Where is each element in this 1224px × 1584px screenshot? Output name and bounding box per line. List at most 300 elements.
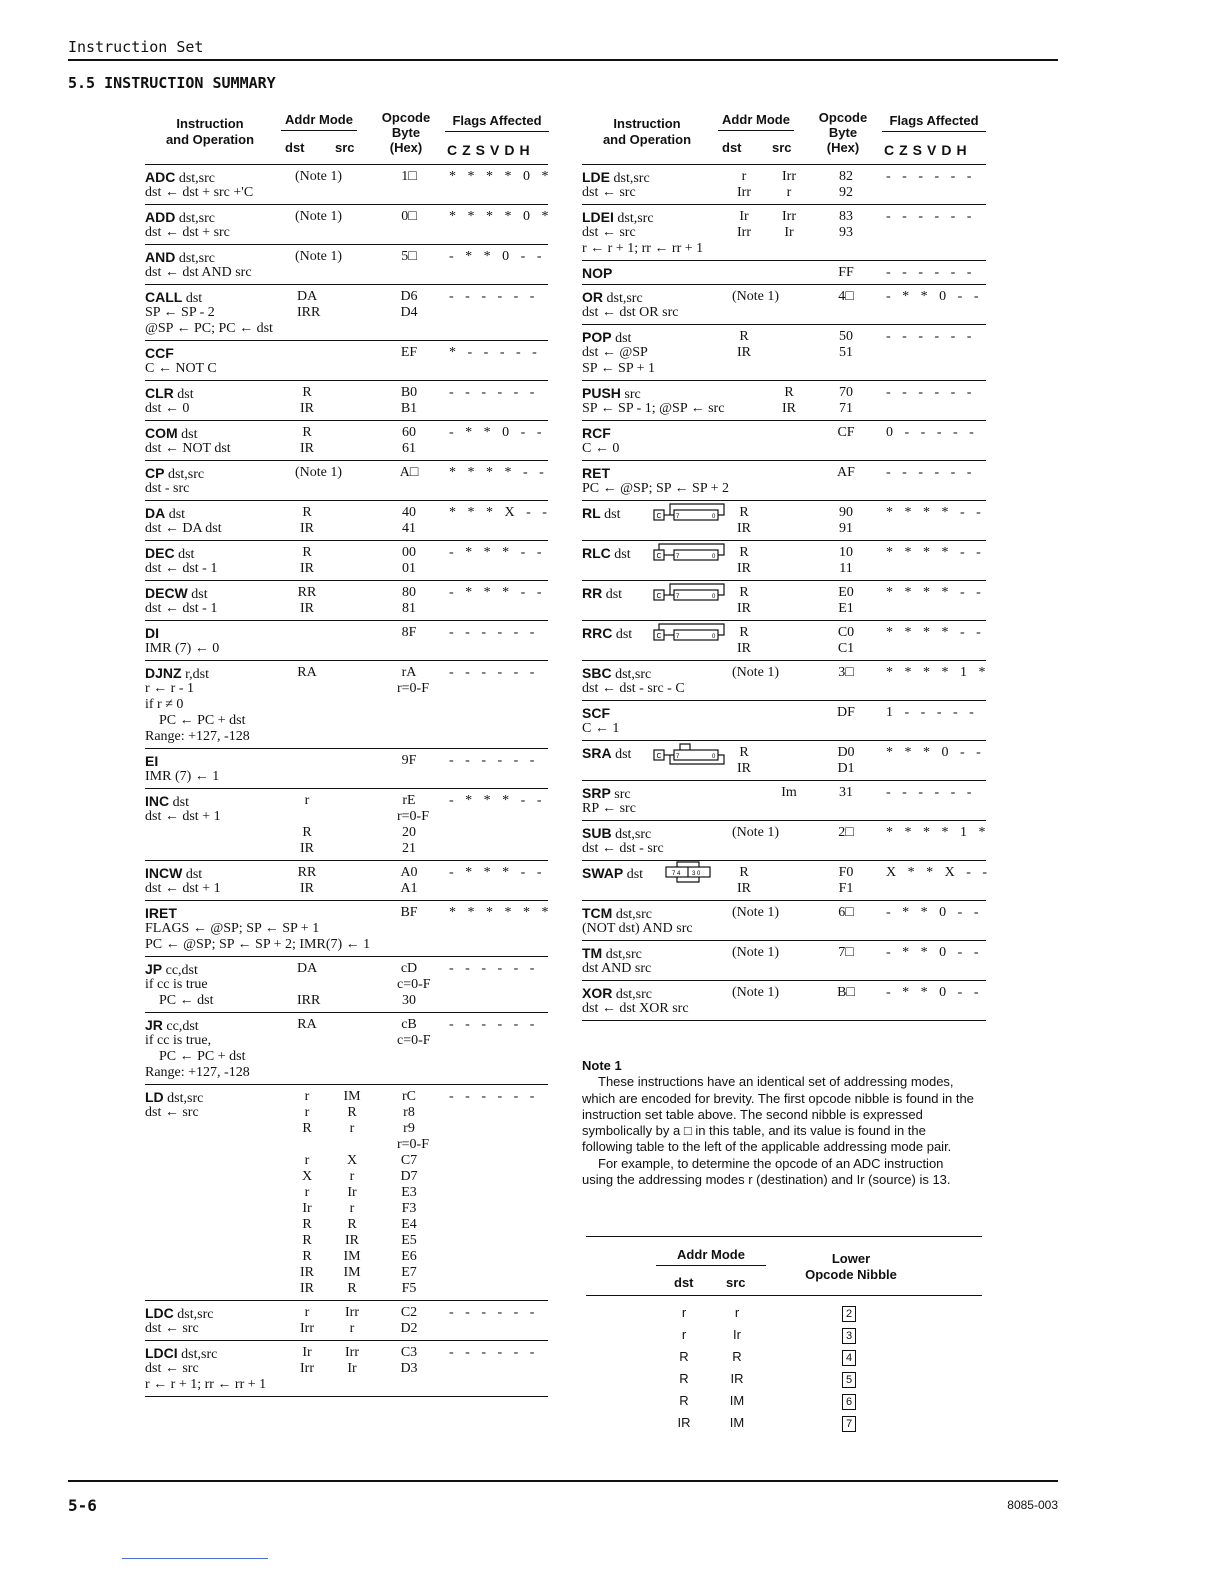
mnemonic: RCF (582, 425, 611, 441)
operands: dst (172, 795, 189, 810)
mnemonic: DA (145, 505, 166, 521)
opcode: 8F (401, 625, 417, 640)
mnemonic: RET (582, 465, 610, 481)
entry-line (582, 745, 986, 761)
dst-mode: IRR (297, 305, 321, 320)
instruction-entry-xor (582, 981, 986, 1021)
instruction-entry-dec (145, 541, 548, 581)
opcode: 11 (839, 561, 853, 576)
opcode: c=0-F (397, 1033, 431, 1048)
mnemonic: EI (145, 753, 159, 769)
operation-text: dst ← dst XOR src (582, 1001, 689, 1016)
entry-line (145, 225, 548, 241)
dst-mode: X (301, 1169, 313, 1184)
opcode: 70 (839, 385, 853, 400)
mnemonic: RLC (582, 545, 611, 561)
entry-line (145, 961, 548, 977)
dst-mode: r (304, 793, 310, 808)
opcode: A0 (400, 865, 418, 880)
src-mode: IR (782, 401, 796, 416)
flags-affected: - * * * - - (449, 585, 546, 600)
entry-line (145, 169, 553, 186)
entry-line (145, 289, 548, 305)
src-mode: Ir (347, 1361, 357, 1376)
dst-mode: IR (300, 1265, 314, 1280)
operation-text: dst ← dst + src (145, 225, 230, 240)
mnemonic: JP (145, 961, 163, 977)
opcode: FF (838, 265, 854, 280)
instruction-entry-adc (145, 165, 553, 205)
flags-affected: - - - - - - (886, 169, 976, 184)
addr-mode-header: Addr Mode (656, 1247, 766, 1266)
mnemonic: ADD (145, 209, 176, 225)
dst-mode: R (739, 585, 749, 600)
src-mode: IM (343, 1249, 361, 1264)
flags-affected: * * * * - - (449, 465, 548, 480)
mnemonic: IRET (145, 905, 177, 921)
operands: dst,src (181, 1347, 218, 1362)
mnemonic: COM (145, 425, 178, 441)
operands: dst,src (615, 987, 653, 1002)
note-paragraph: These instructions have an identical set of addressing modes, which are encoded for brevity. The first opcode nibble is found in the instruction set table above. The second nibble is expressed symbolically by a □ in this table, and its value is found in the following table to the left of the applicable addressing mode pair. (582, 1074, 974, 1155)
entry-line (145, 385, 548, 401)
entry-line (582, 481, 986, 497)
instruction-entry-rrc (582, 621, 986, 661)
instruction-entry-inc (145, 789, 548, 861)
operands: dst (615, 627, 633, 642)
mnemonic: DI (145, 625, 159, 641)
entry-line (145, 305, 548, 321)
operation-text: C ← 1 (582, 721, 620, 736)
dst-mode: r (741, 169, 747, 184)
opcode: rC (402, 1089, 416, 1104)
operands: cc,dst (166, 1019, 199, 1034)
opcode: 93 (839, 225, 853, 240)
lower-nibble-header: Lower Opcode Nibble (805, 1251, 897, 1282)
instruction-entry-rcf (582, 421, 986, 461)
dst-mode: r (304, 1185, 310, 1200)
opcode: E1 (838, 601, 854, 616)
addr-mode-note: (Note 1) (732, 945, 780, 960)
instruction-entry-iret (145, 901, 553, 957)
entry-line (145, 769, 548, 785)
opcode: 31 (839, 785, 853, 800)
mnemonic: INCW (145, 865, 183, 881)
svg-text:C: C (656, 633, 662, 640)
opcode: C3 (400, 1345, 418, 1360)
mnemonic: DECW (145, 585, 188, 601)
flags-affected: - - - - - - (886, 465, 976, 480)
instruction-entry-and (145, 245, 548, 285)
flags-affected: * * * 0 - - (886, 745, 985, 760)
dst-mode: R (302, 545, 312, 560)
flags-affected: - - - - - - (886, 209, 976, 224)
entry-line (145, 665, 548, 681)
flags-affected: - * * 0 - - (449, 249, 546, 264)
entry-line (582, 601, 986, 617)
src-mode: X (346, 1153, 358, 1168)
rows-left (145, 165, 553, 1397)
src-mode: R (347, 1105, 357, 1120)
addr-mode-note: (Note 1) (295, 209, 343, 224)
opcode: cD (400, 961, 418, 976)
mnemonic: TM (582, 945, 603, 961)
operation-text: dst ← src (582, 185, 636, 200)
opcode: 40 (402, 505, 416, 520)
svg-text:0: 0 (712, 594, 716, 600)
entry-line (582, 265, 986, 281)
entry-line (582, 785, 986, 801)
operation-text: dst ← dst + src +'C (145, 185, 254, 200)
instruction-col-header: Instruction and Operation (165, 116, 255, 147)
flags-header: Flags Affected (445, 113, 549, 132)
flags-affected: * - - - - - (449, 345, 541, 360)
lower-table-row (586, 1390, 982, 1412)
note-title: Note 1 (582, 1058, 622, 1073)
flags-affected: - - - - - - (886, 329, 976, 344)
svg-text:C: C (656, 753, 662, 760)
instruction-entry-da (145, 501, 551, 541)
instruction-entry-ret (582, 461, 986, 501)
src-mode: r (349, 1201, 355, 1216)
opcode: B1 (400, 401, 418, 416)
dst-mode: Irr (737, 225, 751, 240)
opcode: r=0-F (397, 809, 430, 824)
flags-affected: * * * * * * (449, 905, 553, 920)
svg-text:C: C (656, 513, 662, 520)
operation-text: dst - src (145, 481, 190, 496)
dst-mode: IRR (297, 993, 321, 1008)
opcode: EF (400, 345, 418, 360)
instruction-entry-incw (145, 861, 548, 901)
mnemonic: TCM (582, 905, 613, 921)
mnemonic: CCF (145, 345, 174, 361)
entry-line (145, 1249, 548, 1265)
opcode: 0□ (401, 209, 417, 224)
instruction-entry-or (582, 285, 986, 325)
rows-right (582, 165, 992, 1021)
mnemonic: LD (145, 1089, 164, 1105)
entry-line (582, 825, 990, 842)
dst-mode: DA (297, 961, 318, 976)
instruction-entry-clr (145, 381, 548, 421)
operation-text: if cc is true (145, 977, 208, 992)
instruction-entry-ld (145, 1085, 548, 1301)
entry-line (582, 705, 986, 721)
mnemonic: LDCI (145, 1345, 178, 1361)
svg-text:7: 7 (676, 634, 680, 640)
opcode: 92 (839, 185, 853, 200)
dst-mode: R (679, 1349, 689, 1364)
entry-line (145, 481, 548, 497)
entry-line (145, 881, 548, 897)
operation-text: dst ← @SP (582, 345, 648, 360)
entry-line (145, 561, 548, 577)
entry-line (582, 209, 986, 225)
dst-header: dst (285, 140, 305, 155)
instruction-entry-cp (145, 461, 548, 501)
opcode: c=0-F (397, 977, 431, 992)
dst-mode: IR (737, 561, 751, 576)
top-rule (68, 59, 1058, 61)
operation-text: (NOT dst) AND src (582, 921, 693, 936)
dst-mode: R (679, 1371, 689, 1386)
entry-line (145, 601, 548, 617)
dst-mode: Irr (300, 1321, 314, 1336)
flags-affected: - - - - - - (449, 1017, 539, 1032)
entry-line (145, 249, 548, 265)
table-header (582, 110, 986, 165)
svg-text:0: 0 (712, 634, 716, 640)
opcode: 60 (402, 425, 416, 440)
dst-mode: R (739, 505, 749, 520)
operation-text: dst ← src (582, 225, 636, 240)
entry-line (145, 793, 548, 809)
dst-mode: r (304, 1089, 310, 1104)
entry-line (145, 265, 548, 281)
dst-mode: DA (297, 289, 318, 304)
mnemonic: RL (582, 505, 601, 521)
operands: dst (185, 867, 203, 882)
operands: dst (191, 587, 208, 602)
dst-mode: R (302, 385, 312, 400)
opcode: E0 (838, 585, 854, 600)
instruction-entry-rr (582, 581, 986, 621)
operation-text: dst ← DA dst (145, 521, 222, 536)
mnemonic: OR (582, 289, 603, 305)
opcode: r=0-F (397, 1137, 430, 1152)
entry-line (582, 585, 986, 601)
addr-mode-note: (Note 1) (732, 825, 780, 840)
entry-line (145, 1121, 548, 1137)
entry-line (582, 561, 986, 577)
entry-line (582, 441, 986, 457)
operation-text: dst ← 0 (145, 401, 190, 416)
instruction-entry-add (145, 205, 553, 245)
src-mode: r (734, 1305, 740, 1320)
instruction-entry-scf (582, 701, 986, 741)
operation-text: C ← NOT C (145, 361, 217, 376)
opcode: 50 (839, 329, 853, 344)
src-mode: IM (343, 1089, 361, 1104)
instruction-entry-ei (145, 749, 548, 789)
instruction-entry-sra (582, 741, 986, 781)
dst-mode: IR (300, 1281, 314, 1296)
operation-text: dst ← dst - 1 (145, 561, 218, 576)
operands: dst (185, 291, 203, 306)
instruction-entry-com (145, 421, 548, 461)
flags-affected: - - - - - - (449, 625, 539, 640)
opcode: A□ (399, 465, 419, 480)
instruction-entry-tcm (582, 901, 986, 941)
entry-line (145, 441, 548, 457)
opcode: 1□ (401, 169, 417, 184)
instruction-entry-di (145, 621, 548, 661)
opcode: B□ (837, 985, 855, 1000)
addr-mode-note: (Note 1) (732, 985, 780, 1000)
addr-mode-note: (Note 1) (295, 169, 343, 184)
instruction-entry-push (582, 381, 986, 421)
opcode: 51 (839, 345, 853, 360)
opcode: D4 (400, 305, 418, 320)
opcode: C1 (837, 641, 855, 656)
instruction-entry-sub (582, 821, 990, 861)
entry-line (145, 1049, 548, 1065)
entry-line (582, 241, 986, 257)
opcode: E3 (401, 1185, 417, 1200)
mnemonic: DEC (145, 545, 175, 561)
opcode: F1 (838, 881, 854, 896)
opcode: cB (401, 1017, 417, 1032)
entry-line (582, 169, 986, 185)
dst-mode: R (302, 1121, 312, 1136)
lower-table-row (586, 1346, 982, 1368)
flags-affected: - * * 0 - - (886, 905, 983, 920)
dst-mode: r (304, 1153, 310, 1168)
lower-table-body (586, 1296, 982, 1434)
entry-line (145, 1185, 548, 1201)
operation-text: dst ← src (145, 1361, 199, 1376)
opcode: 5□ (401, 249, 417, 264)
entry-line (145, 697, 548, 713)
operation-text: dst AND src (582, 961, 652, 976)
entry-line (582, 505, 986, 521)
instruction-entry-pop (582, 325, 986, 381)
operands: src (614, 787, 631, 802)
entry-line (582, 361, 986, 377)
opcode: 2□ (838, 825, 854, 840)
note-1 (582, 1058, 978, 1188)
dst-mode: R (302, 1217, 312, 1232)
mnemonic: CALL (145, 289, 183, 305)
operation-text: r ← r - 1 (145, 681, 194, 696)
entry-line (145, 1065, 548, 1081)
running-title: Instruction Set (68, 38, 204, 56)
opcode: 41 (402, 521, 416, 536)
operation-text: SP ← SP - 2 (145, 305, 215, 320)
operands: dst,src (178, 211, 216, 226)
operands: dst (178, 547, 195, 562)
svg-text:7: 7 (676, 514, 680, 520)
operation-text: SP ← SP + 1 (582, 361, 656, 376)
lower-nibble: 2 (842, 1306, 856, 1322)
dst-mode: RA (297, 1017, 317, 1032)
opcode: D0 (837, 745, 855, 760)
entry-line (145, 1089, 548, 1105)
flags-affected: * * * * - - (886, 505, 985, 520)
opcode: 30 (402, 993, 416, 1008)
src-header: src (726, 1275, 746, 1290)
dst-header: dst (674, 1275, 694, 1290)
dst-mode: IR (677, 1415, 691, 1430)
operands: dst,src (617, 211, 654, 226)
entry-line (582, 985, 986, 1001)
dst-mode: R (302, 825, 312, 840)
flags-affected: - - - - - - (449, 1305, 539, 1320)
operands: cc,dst (165, 963, 198, 978)
flags-affected: - - - - - - (449, 1089, 539, 1104)
opcode: BF (400, 905, 418, 920)
flags-affected: * * * * 1 * (886, 665, 990, 680)
src-mode: R (784, 385, 794, 400)
mnemonic: JR (145, 1017, 163, 1033)
opcode: 20 (402, 825, 416, 840)
entry-line (145, 713, 548, 729)
opcode: 21 (402, 841, 416, 856)
dst-mode: IR (737, 601, 751, 616)
opcode-header: Opcode Byte (Hex) (381, 110, 431, 155)
mnemonic: LDC (145, 1305, 174, 1321)
mnemonic: SRP (582, 785, 611, 801)
instruction-entry-djnz (145, 661, 548, 749)
entry-line (145, 865, 548, 881)
flags-affected: - * * * - - (449, 865, 546, 880)
flags-affected: - * * 0 - - (886, 945, 983, 960)
entry-line (145, 937, 548, 953)
instruction-table-right (582, 110, 992, 1021)
entry-line (145, 641, 548, 657)
entry-line (582, 545, 986, 561)
flags-affected: - * * 0 - - (886, 289, 983, 304)
lower-nibble: 5 (842, 1372, 856, 1388)
opcode: r8 (403, 1105, 415, 1120)
mnemonic: PUSH (582, 385, 621, 401)
entry-line (145, 905, 553, 921)
mnemonic: NOP (582, 265, 613, 281)
opcode: 80 (402, 585, 416, 600)
operands: dst (615, 331, 632, 346)
operation-text: FLAGS ← @SP; SP ← SP + 1 (145, 921, 320, 936)
operation-text: dst ← dst AND src (145, 265, 252, 280)
operation-text: r ← r + 1; rr ← rr + 1 (582, 241, 704, 256)
dst-mode: Irr (300, 1361, 314, 1376)
addr-mode-note: (Note 1) (295, 249, 343, 264)
svg-text:0: 0 (712, 754, 716, 760)
dst-mode: IR (300, 881, 314, 896)
src-mode: Irr (345, 1345, 359, 1360)
svg-text:7: 7 (676, 754, 680, 760)
bottom-rule (68, 1480, 1058, 1482)
entry-line (145, 209, 553, 226)
lower-table-row (586, 1302, 982, 1324)
entry-line (145, 401, 548, 417)
entry-line (145, 1377, 548, 1393)
entry-line (582, 345, 986, 361)
dst-mode: R (302, 425, 312, 440)
dst-mode: IR (737, 761, 751, 776)
operands: dst,src (615, 667, 652, 682)
src-mode: IR (345, 1233, 359, 1248)
dst-mode: IR (300, 521, 314, 536)
operands: dst (614, 547, 631, 562)
src-mode: R (347, 1281, 357, 1296)
src-mode: IR (730, 1371, 744, 1386)
opcode: r=0-F (397, 681, 430, 696)
flags-affected: * * * * 0 * (449, 209, 553, 224)
operands: dst,src (178, 251, 216, 266)
operands: dst (605, 587, 623, 602)
operation-text: if r ≠ 0 (145, 697, 184, 712)
src-mode: r (349, 1169, 355, 1184)
operation-text: PC ← @SP; SP ← SP + 2; IMR(7) ← 1 (145, 937, 371, 952)
svg-text:7 4: 7 4 (672, 871, 681, 877)
dst-mode: Irr (737, 185, 751, 200)
dst-mode: r (681, 1305, 687, 1320)
entry-line (145, 1321, 548, 1337)
opcode: 90 (839, 505, 853, 520)
addr-mode-note: (Note 1) (732, 289, 780, 304)
flags-affected: - - - - - - (449, 665, 539, 680)
